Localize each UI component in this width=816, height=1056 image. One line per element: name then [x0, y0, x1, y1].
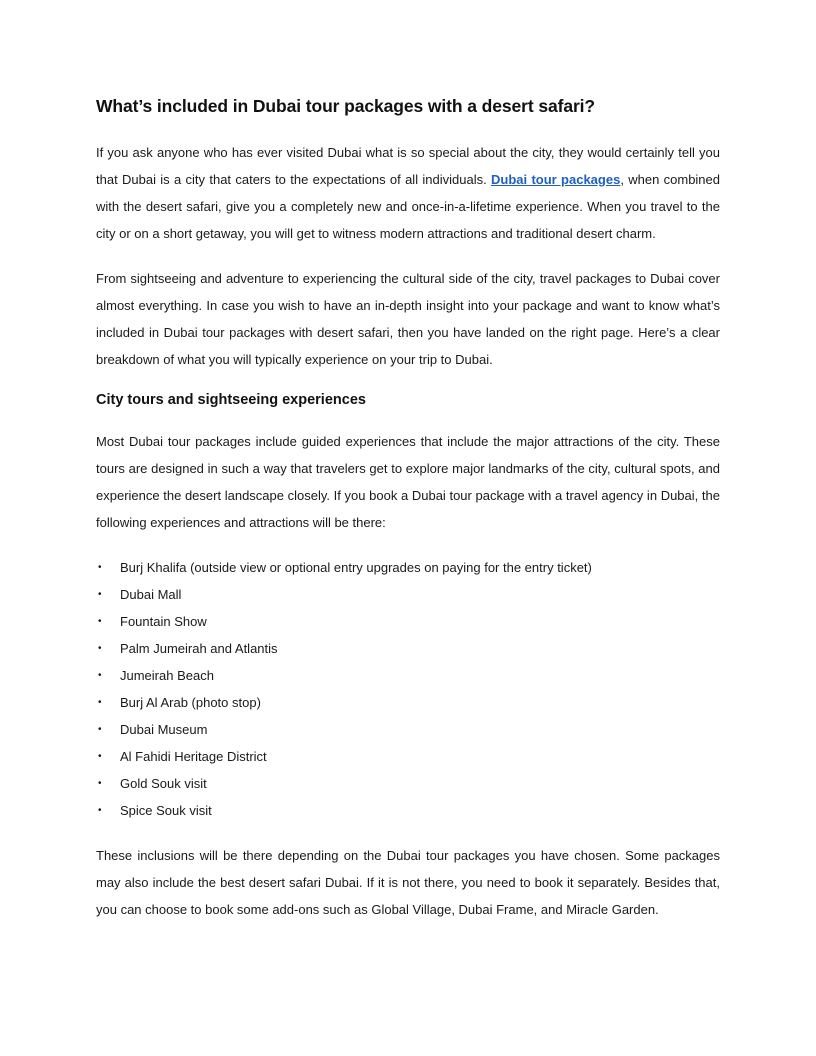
intro-text-before-link: If you ask anyone who has ever visited Dubai what is so special about the city, they would certainly tell you that Dubai is a city that caters to the expectations of all individuals.	[96, 145, 720, 187]
bullet-icon: •	[98, 616, 102, 627]
bullet-icon: •	[98, 778, 102, 789]
list-item-text: Jumeirah Beach	[120, 668, 214, 683]
intro-text-after-link: , when combined with the desert safari, give you a completely new and once-in-a-lifetime experience. When you travel to the city or on a short getaway, you will get to witness modern attractions and traditional desert charm.	[96, 172, 721, 241]
bullet-icon: •	[98, 697, 102, 708]
list-item	[96, 581, 720, 608]
dubai-tour-packages-link[interactable]: Dubai tour packages	[491, 172, 621, 187]
bullet-icon: •	[98, 643, 102, 654]
bullet-icon: •	[98, 805, 102, 816]
list-item	[96, 689, 720, 716]
document-title: What’s included in Dubai tour packages with a desert safari?	[96, 96, 596, 116]
list-item-text: Dubai Museum	[120, 722, 208, 737]
list-item-text: Palm Jumeirah and Atlantis	[120, 641, 278, 656]
section-heading-city-tours: City tours and sightseeing experiences	[96, 392, 366, 408]
list-item	[96, 635, 720, 662]
list-item-text: Gold Souk visit	[120, 776, 207, 791]
attractions-list	[96, 554, 720, 824]
list-item-text: Spice Souk visit	[120, 803, 212, 818]
list-item-text: Burj Al Arab (photo stop)	[120, 695, 261, 710]
list-item	[96, 797, 720, 824]
bullet-icon: •	[98, 589, 102, 600]
intro-paragraph	[96, 139, 720, 247]
bullet-icon: •	[98, 562, 102, 573]
list-item	[96, 770, 720, 797]
bullet-icon: •	[98, 751, 102, 762]
list-item	[96, 662, 720, 689]
list-item-text: Dubai Mall	[120, 587, 182, 602]
paragraph-overview: From sightseeing and adventure to experiencing the cultural side of the city, travel packages to Dubai cover almost everything. In case you wish to have an in-depth insight into your package and want to know what’s included in Dubai tour packages with desert safari, then you have landed on the right page. Here’s a clear breakdown of what you will typically experience on your trip to Dubai.	[96, 271, 720, 367]
list-item	[96, 608, 720, 635]
list-item	[96, 743, 720, 770]
bullet-icon: •	[98, 724, 102, 735]
list-item-text: Burj Khalifa (outside view or optional entry upgrades on paying for the entry ticket)	[120, 560, 592, 575]
paragraph-city-tours: Most Dubai tour packages include guided experiences that include the major attractions of the city. These tours are designed in such a way that travelers get to explore major landmarks of the city, cultural spots, and experience the desert landscape closely. If you book a Dubai tour package with a travel agency in Dubai, the following experiences and attractions will be there:	[96, 434, 720, 530]
paragraph-closing: These inclusions will be there depending on the Dubai tour packages you have chosen. Some packages may also include the best desert safari Dubai. If it is not there, you need to book it separately. Besides that, you can choose to book some add-ons such as Global Village, Dubai Frame, and Miracle Garden.	[96, 848, 720, 917]
list-item-text: Fountain Show	[120, 614, 207, 629]
list-item	[96, 716, 720, 743]
bullet-icon: •	[98, 670, 102, 681]
list-item-text: Al Fahidi Heritage District	[120, 749, 267, 764]
document-page	[96, 94, 720, 923]
list-item	[96, 554, 720, 581]
